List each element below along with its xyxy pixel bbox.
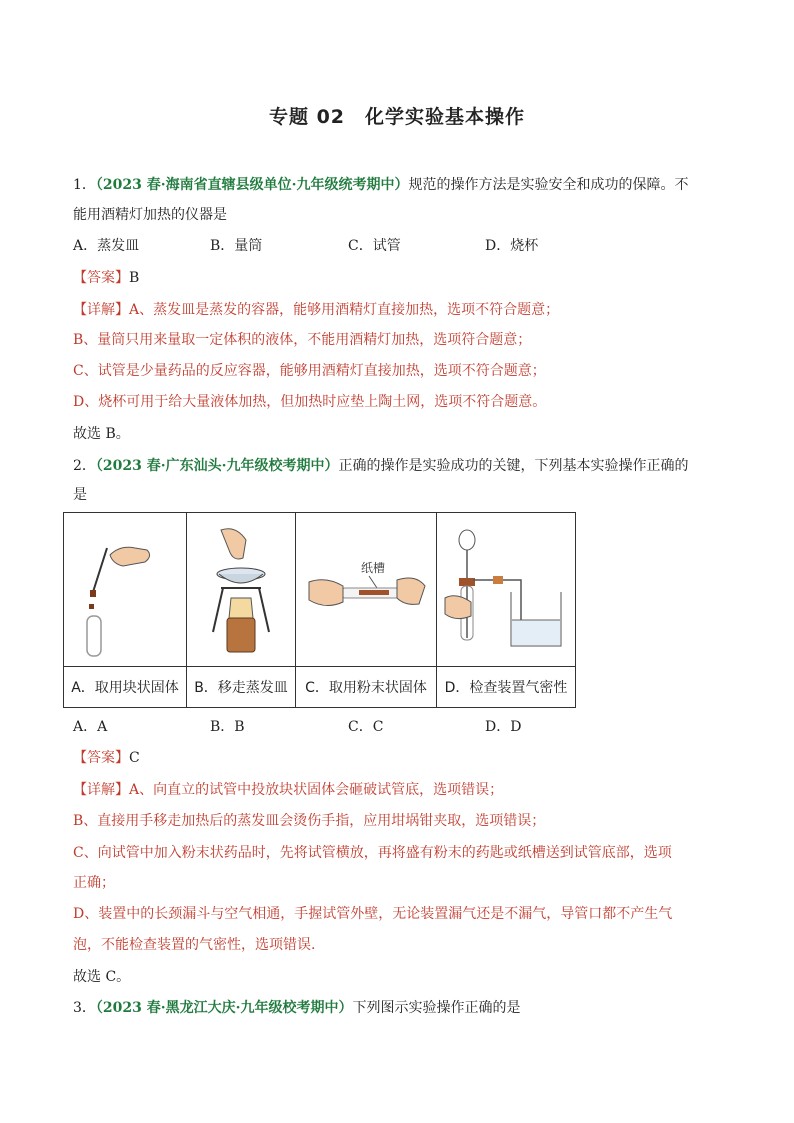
detail-tag: 【详解】 <box>73 782 129 798</box>
detail-line: B、直接用手移走加热后的蒸发皿会烫伤手指，应用坩埚钳夹取，选项错误； <box>73 813 546 829</box>
question-1-stem <box>73 175 689 195</box>
question-number: 1． <box>73 177 96 193</box>
airtightness-check-illustration <box>441 520 571 660</box>
option-d: D．D <box>485 719 522 735</box>
detail-line <box>73 300 559 320</box>
figure-c-caption: C．取用粉末状固体 <box>296 667 437 708</box>
answer-tag: 【答案】 <box>73 750 129 766</box>
option-b: B．B <box>210 719 245 735</box>
detail-text: A、蒸发皿是蒸发的容器，能够用酒精灯直接加热，选项不符合题意； <box>129 302 560 318</box>
detail-line: D、装置中的长颈漏斗与空气相通，手握试管外壁，无论装置漏气还是不漏气，导管口都不产生气 <box>73 906 673 922</box>
question-2-stem <box>73 456 689 476</box>
detail-text: A、向直立的试管中投放块状固体会砸破试管底，选项错误； <box>129 782 504 798</box>
question-number: 2． <box>73 458 96 474</box>
figure-a-cell <box>64 513 187 667</box>
figure-c-cell <box>296 513 437 667</box>
option-c: C．C <box>348 719 384 735</box>
question-3-stem <box>73 998 521 1018</box>
figure-d-cell <box>437 513 576 667</box>
option-d: D．烧杯 <box>485 238 539 254</box>
experiment-figure-table <box>63 512 576 708</box>
question-text-continued: 能用酒精灯加热的仪器是 <box>73 207 227 223</box>
option-a: A．蒸发皿 <box>73 238 140 254</box>
answer-tag: 【答案】 <box>73 270 129 286</box>
question-source: （2023 春·海南省直辖县级单位·九年级统考期中） <box>95 177 409 193</box>
detail-tag: 【详解】 <box>73 302 129 318</box>
detail-line: 泡，不能检查装置的气密性，选项错误. <box>73 937 316 953</box>
question-text-continued: 是 <box>73 487 87 503</box>
test-tube-block-solid-illustration <box>75 520 175 660</box>
detail-line: B、量筒只用来量取一定体积的液体，不能用酒精灯加热，选项符合题意； <box>73 332 532 348</box>
paper-trough-powder-illustration <box>301 520 431 660</box>
page-title: 专题 02 化学实验基本操作 <box>268 106 526 128</box>
answer-value: C <box>129 750 140 766</box>
figure-b-caption: B．移走蒸发皿 <box>187 667 296 708</box>
figure-d-caption: D．检查装置气密性 <box>437 667 576 708</box>
figure-a-caption: A．取用块状固体 <box>64 667 187 708</box>
option-c: C．试管 <box>348 238 401 254</box>
paper-trough-label: 纸槽 <box>361 560 386 575</box>
question-source: （2023 春·广东汕头·九年级校考期中） <box>95 458 339 474</box>
question-number: 3． <box>73 1000 96 1016</box>
conclusion: 故选 B。 <box>73 426 130 442</box>
detail-line <box>73 780 503 800</box>
figure-b-cell <box>187 513 296 667</box>
evaporating-dish-illustration <box>191 520 291 660</box>
option-b: B．量筒 <box>210 238 263 254</box>
answer-line <box>73 268 139 288</box>
answer-line <box>73 748 140 768</box>
question-text: 规范的操作方法是实验安全和成功的保障。不 <box>408 177 689 193</box>
conclusion: 故选 C。 <box>73 969 131 985</box>
detail-line: D、烧杯可用于给大量液体加热，但加热时应垫上陶土网，选项不符合题意。 <box>73 394 547 410</box>
detail-line: C、向试管中加入粉末状药品时，先将试管横放，再将盛有粉末的药匙或纸槽送到试管底部，选项 <box>73 845 672 861</box>
answer-value: B <box>129 270 140 286</box>
question-source: （2023 春·黑龙江大庆·九年级校考期中） <box>95 1000 353 1016</box>
question-text: 正确的操作是实验成功的关键，下列基本实验操作正确的 <box>338 458 689 474</box>
detail-line: 正确； <box>73 875 115 891</box>
detail-line: C、试管是少量药品的反应容器，能够用酒精灯直接加热，选项不符合题意； <box>73 363 546 379</box>
option-a: A．A <box>73 719 108 735</box>
question-text: 下列图示实验操作正确的是 <box>352 1000 521 1016</box>
